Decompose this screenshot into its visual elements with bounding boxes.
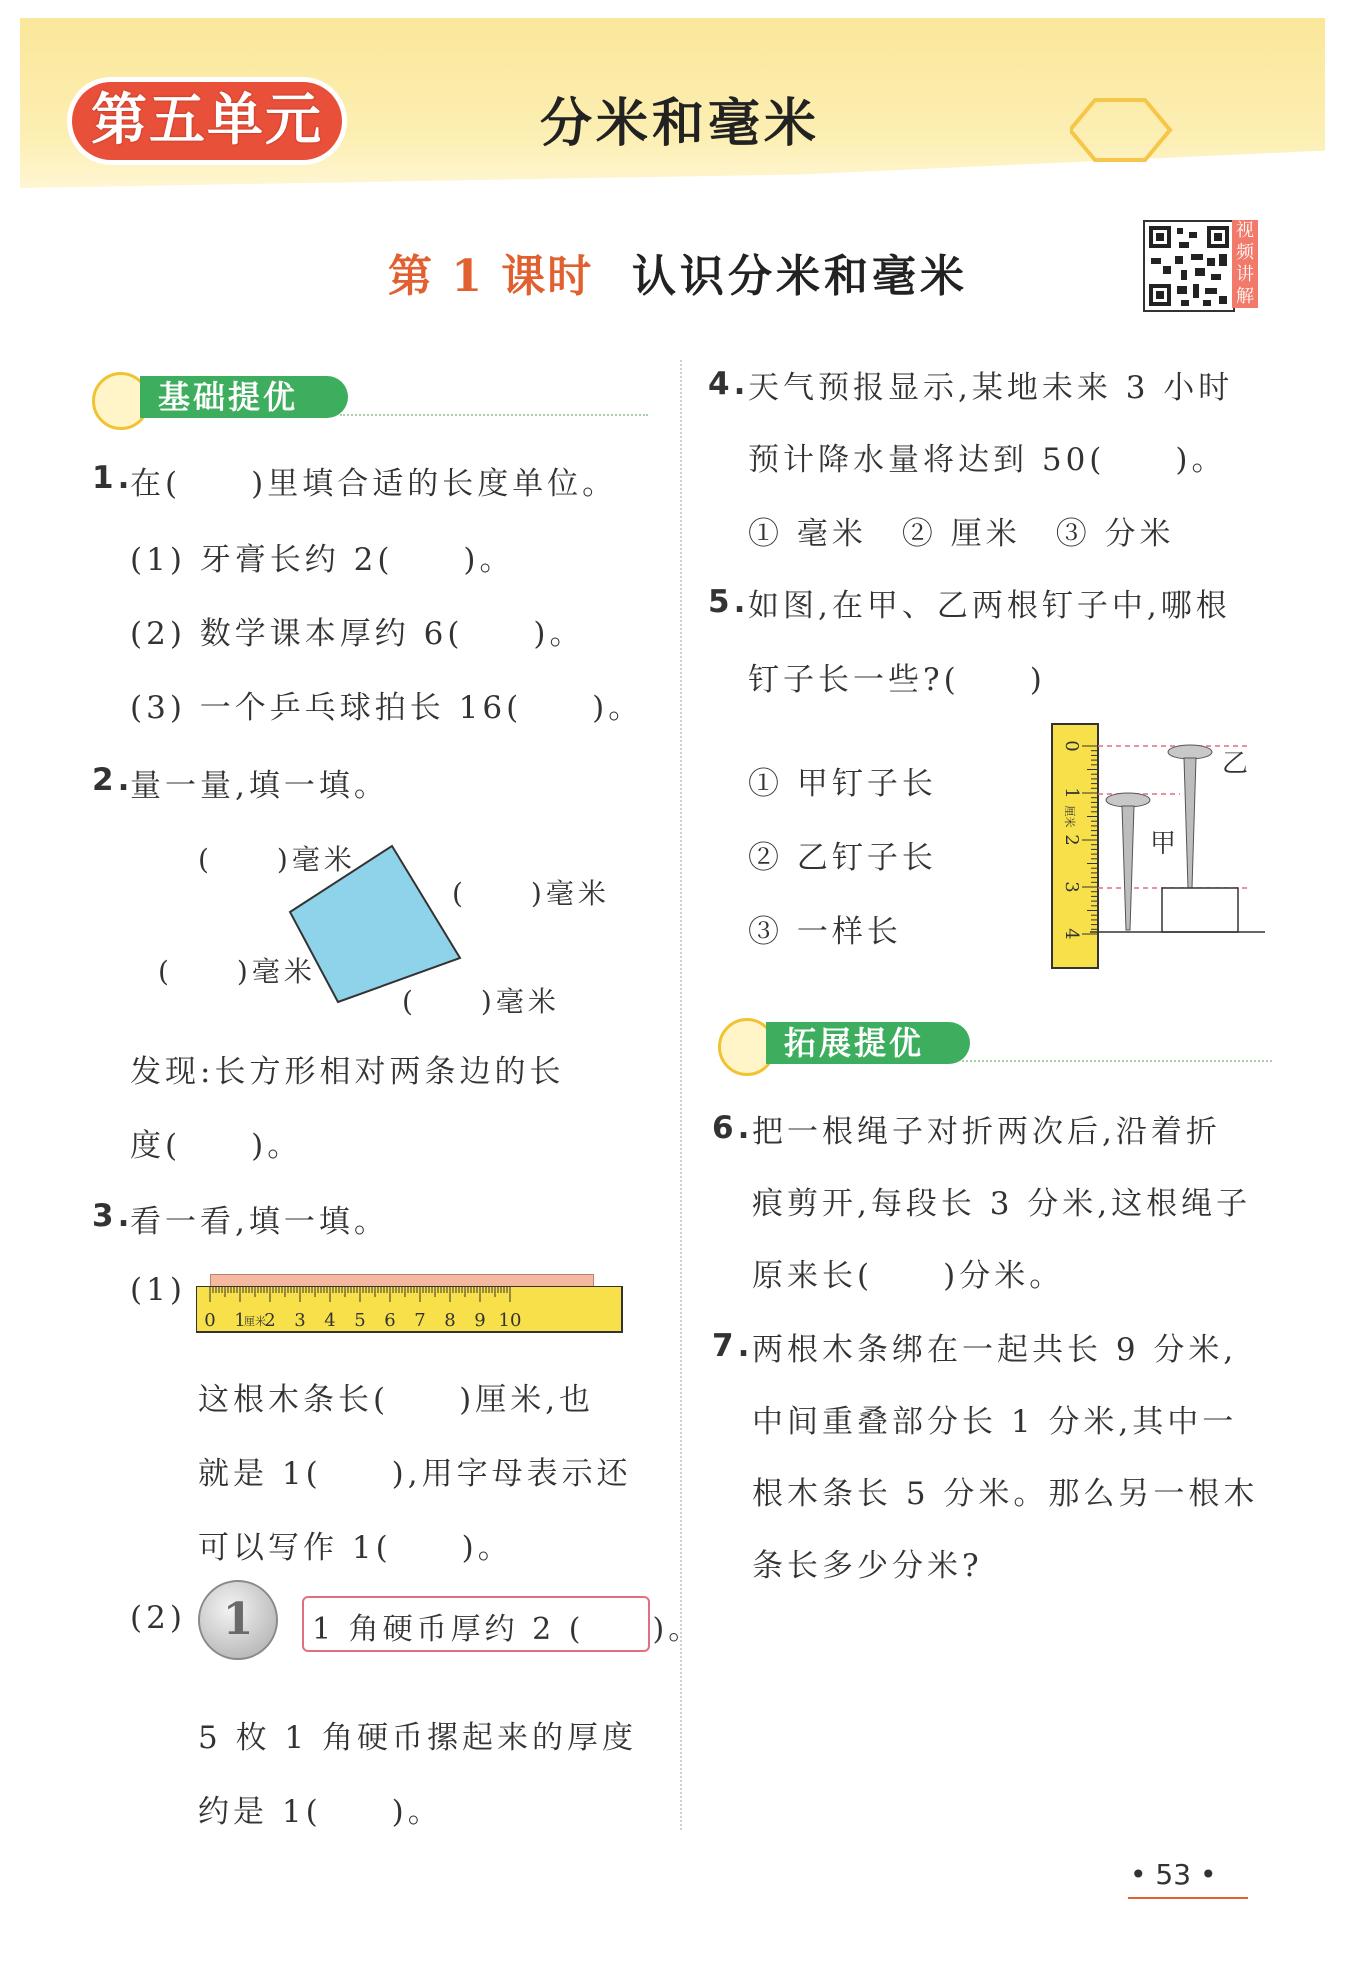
block-under-nail bbox=[1162, 888, 1238, 932]
q4-options: ① 毫米 ② 厘米 ③ 分米 bbox=[748, 516, 1175, 552]
qr-code-icon[interactable] bbox=[1143, 220, 1235, 312]
nail-jia-label: 甲 bbox=[1150, 829, 1177, 859]
q5-line-2: 钉子长一些?( ) bbox=[748, 662, 1046, 698]
ruler-2-tick-label: 3 bbox=[1061, 881, 1082, 893]
q2-label-bottom: ( )毫米 bbox=[402, 985, 560, 1018]
section-basic-badge: 基础提优 bbox=[140, 376, 348, 418]
lesson-title: 认识分米和毫米 bbox=[632, 251, 968, 302]
coin-icon: 1 bbox=[198, 1580, 278, 1660]
ruler-2-tick-label: 2 bbox=[1061, 834, 1082, 846]
ruler-2-tick-label: 4 bbox=[1061, 928, 1082, 940]
qr-label: 视频讲解 bbox=[1232, 220, 1258, 308]
q1-stem: 在( )里填合适的长度单位。 bbox=[130, 466, 618, 502]
q6-line-2: 痕剪开,每段长 3 分米,这根绳子 bbox=[752, 1186, 1252, 1222]
page-number-rule bbox=[1128, 1897, 1248, 1899]
nail-yi-icon bbox=[1168, 745, 1212, 888]
ruler-1-tick-label: 2 bbox=[264, 1310, 276, 1331]
ruler-2-tick-label: 0 bbox=[1061, 740, 1082, 752]
ruler-1-tick-label: 7 bbox=[414, 1310, 426, 1331]
q7-line-3: 根木条长 5 分米。那么另一根木 bbox=[752, 1476, 1259, 1512]
q1-item-2: (2) 数学课本厚约 6( )。 bbox=[130, 616, 585, 652]
nail-ruler-figure bbox=[1050, 722, 1270, 972]
section-extend-rule bbox=[962, 1060, 1272, 1062]
ruler-2-unit: 厘米 bbox=[1063, 805, 1076, 828]
ruler-1-tick-label: 10 bbox=[498, 1310, 522, 1331]
q5-number: 5. bbox=[708, 584, 750, 620]
page-number: • 53 • bbox=[1130, 1858, 1217, 1891]
nail-yi-label: 乙 bbox=[1222, 749, 1249, 779]
q5-option-3: ③ 一样长 bbox=[748, 914, 902, 950]
q5-option-2: ② 乙钉子长 bbox=[748, 840, 937, 876]
q6-line-3: 原来长( )分米。 bbox=[752, 1258, 1065, 1294]
q4-number: 4. bbox=[708, 366, 750, 402]
q5-option-1: ① 甲钉子长 bbox=[748, 766, 937, 802]
q2-finding-line-1: 发现:长方形相对两条边的长 bbox=[130, 1054, 565, 1090]
ruler-2-tick-label: 1 bbox=[1061, 787, 1082, 799]
ruler-1-tick-label: 6 bbox=[384, 1310, 396, 1331]
q6-line-1: 把一根绳子对折两次后,沿着折 bbox=[752, 1114, 1221, 1150]
q7-line-1: 两根木条绑在一起共长 9 分米, bbox=[752, 1332, 1238, 1368]
q7-number: 7. bbox=[712, 1328, 754, 1364]
q3-number: 3. bbox=[92, 1198, 134, 1234]
q4-line-2: 预计降水量将达到 50( )。 bbox=[748, 442, 1227, 478]
q1-number: 1. bbox=[92, 460, 134, 496]
q2-stem: 量一量,填一填。 bbox=[130, 768, 389, 804]
q1-item-1: (1) 牙膏长约 2( )。 bbox=[130, 542, 515, 578]
q3-part2-label: (2) bbox=[130, 1600, 186, 1636]
ruler-1-tick-label: 0 bbox=[204, 1310, 216, 1331]
q6-number: 6. bbox=[712, 1110, 754, 1146]
coin-hint-text: 1 角硬币厚约 2 ( )。 bbox=[312, 1612, 703, 1647]
q3-part1-label: (1) bbox=[130, 1272, 186, 1308]
q3-part1-line-3: 可以写作 1( )。 bbox=[198, 1530, 513, 1566]
q2-label-right: ( )毫米 bbox=[452, 877, 610, 910]
q3-part1-line-2: 就是 1( ),用字母表示还 bbox=[198, 1456, 632, 1492]
ruler-1 bbox=[196, 1286, 626, 1336]
ruler-1-tick-label: 4 bbox=[324, 1310, 336, 1331]
qr-pattern-icon bbox=[1145, 222, 1233, 310]
hexagon-decoration-icon bbox=[1070, 95, 1180, 165]
q5-line-1: 如图,在甲、乙两根钉子中,哪根 bbox=[748, 588, 1231, 624]
unit-title: 分米和毫米 bbox=[540, 94, 821, 154]
ruler-1-tick-label: 9 bbox=[474, 1310, 486, 1331]
section-extend-badge: 拓展提优 bbox=[766, 1022, 970, 1064]
rectangle-figure bbox=[280, 840, 470, 1010]
q2-label-left: ( )毫米 bbox=[158, 955, 316, 988]
q3-part2-line-1: 5 枚 1 角硬币摞起来的厚度 bbox=[198, 1720, 638, 1756]
ruler-1-unit: 厘米 bbox=[244, 1315, 266, 1328]
q7-line-4: 条长多少分米? bbox=[752, 1548, 983, 1584]
section-basic-rule bbox=[340, 414, 648, 416]
q3-stem: 看一看,填一填。 bbox=[130, 1204, 389, 1240]
ruler-1-tick-label: 3 bbox=[294, 1310, 306, 1331]
q2-finding-line-2: 度( )。 bbox=[130, 1128, 303, 1164]
blue-rectangle-shape bbox=[290, 846, 460, 1002]
ruler-1-tick-label: 8 bbox=[444, 1310, 456, 1331]
q1-item-3: (3) 一个乒乓球拍长 16( )。 bbox=[130, 690, 644, 726]
q4-line-1: 天气预报显示,某地未来 3 小时 bbox=[748, 370, 1234, 406]
ruler-1-tick-label: 1 bbox=[234, 1310, 246, 1331]
q2-number: 2. bbox=[92, 762, 134, 798]
nail-jia-icon bbox=[1106, 793, 1150, 930]
q2-label-top: ( )毫米 bbox=[198, 843, 356, 876]
ruler-1-tick-label: 5 bbox=[354, 1310, 366, 1331]
q3-part1-line-1: 这根木条长( )厘米,也 bbox=[198, 1382, 595, 1418]
unit-badge: 第五单元 bbox=[72, 82, 342, 160]
q3-part2-line-2: 约是 1( )。 bbox=[198, 1794, 443, 1830]
lesson-number: 第 1 课时 bbox=[388, 251, 594, 302]
q7-line-2: 中间重叠部分长 1 分米,其中一 bbox=[752, 1404, 1238, 1440]
